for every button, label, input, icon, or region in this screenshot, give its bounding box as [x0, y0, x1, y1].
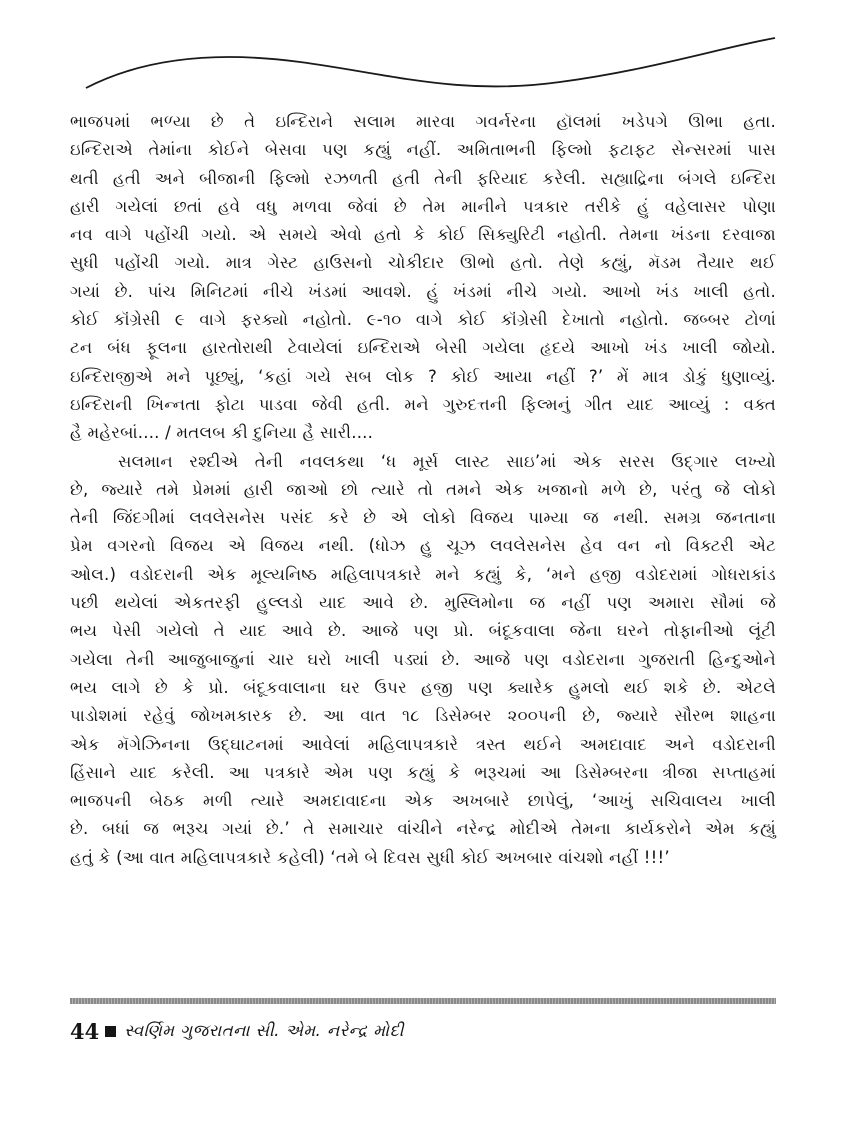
text-line: કોઈ કૉંગ્રેસી ૯ વાગે ફરક્યો નહોતો. ૯-૧૦ વાગે કોઈ કૉંગ્રેસી દેખાતો નહોતો. જબ્બર ટોળાં	[70, 310, 776, 330]
text-line: ભય પેસી ગયેલો તે યાદ આવે છે. આજે પણ પ્રો. બંદૂકવાલા જેના ઘરને તોફાનીઓ લૂંટી	[70, 621, 776, 641]
text-line: છે. બધાં જ ભરૂચ ગયાં છે.’ તે સમાચાર વાંચીને નરેન્દ્ર મોદીએ તેમના કાર્યકરોને એમ કહ્યું	[70, 819, 776, 839]
page-number: 44	[70, 1018, 100, 1044]
text-line: પછી થયેલાં એકતરફી હુલ્લડો યાદ આવે છે. મુસ્લિમોના જ નહીં પણ અમારા સૌમાં જે	[70, 593, 776, 613]
text-line: છે, જ્યારે તમે પ્રેમમાં હારી જાઓ છો ત્યારે તો તમને એક ખજાનો મળે છે, પરંતુ જે લોકો	[70, 479, 776, 499]
footer-rule	[70, 998, 776, 1004]
text-line: ટન બંધ ફૂલના હારતોરાથી ટેવાયેલાં ઇન્દિરાએ બેસી ગયેલા હૃદયે આખો ખંડ ખાલી જોયો.	[70, 338, 776, 358]
text-line: ભય લાગે છે કે પ્રો. બંદૂકવાલાના ઘર ઉપર હજી પણ ક્યારેક હુમલો થઈ શકે છે. એટલે	[70, 677, 776, 697]
text-line: થતી હતી અને બીજાની ફિલ્મો રઝળતી હતી તેની ફરિયાદ કરેલી. સહ્યાદ્રિના બંગલે ઇન્દિરા	[70, 168, 776, 188]
text-line: સલમાન રશ્દીએ તેની નવલકથા ‘ધ મૂર્સ લાસ્ટ સાઇ’માં એક સરસ ઉદ્‌ગાર લખ્યો	[118, 451, 776, 471]
text-line: ઇન્દિરાની ખિન્નતા ફોટા પાડવા જેવી હતી. મને ગુરુદત્તની ફિલ્મનું ગીત યાદ આવ્યું : વક્ત	[70, 394, 776, 414]
text-line: હારી ગયેલાં છતાં હવે વધુ મળવા જેવાં છે તેમ માનીને પત્રકાર તરીકે હું વહેલાસર પોણા	[70, 196, 776, 216]
text-line: હૈ મહેરબાં.... / મતલબ કી દુનિયા હૈ સારી....	[70, 423, 374, 443]
text-line: ઇન્દિરાએ તેમાંના કોઈને બેસવા પણ કહ્યું નહીં. અમિતાભની ફિલ્મો ફટાફટ સેન્સરમાં પાસ	[70, 140, 776, 160]
running-title: સ્વર્ણિમ ગુજરાતના સી. એમ. નરેન્દ્ર મોદી	[124, 1021, 404, 1040]
text-line: એક મૅગેઝિનના ઉદ્‌ઘાટનમાં આવેલાં મહિલાપત્રકારે ત્રસ્ત થઈને અમદાવાદ અને વડોદરાની	[70, 734, 776, 754]
text-line: નવ વાગે પહોંચી ગયો. એ સમયે એવો હતો કે કોઈ સિક્યુરિટી નહોતી. તેમના ખંડના દરવાજા	[70, 225, 776, 245]
text-line: તેની જિંદગીમાં લવલેસનેસ પસંદ કરે છે એ લોકો વિજય પામ્યા જ નથી. સમગ્ર જનતાના	[70, 508, 776, 528]
text-line: પ્રેમ વગરનો વિજય એ વિજય નથી. (ધોઝ હુ ચૂઝ લવલેસનેસ હેવ વન નો વિક્ટરી એટ	[70, 536, 776, 556]
text-line: હિંસાને યાદ કરેલી. આ પત્રકારે એમ પણ કહ્યું કે ભરૂચમાં આ ડિસેમ્બરના ત્રીજા સપ્તાહમાં	[70, 762, 776, 782]
text-line: ઓલ.) વડોદરાની એક મૂલ્યનિષ્ઠ મહિલાપત્રકારે મને કહ્યું કે, ‘મને હજી વડોદરામાં ગોધરાકાંડ	[70, 564, 776, 584]
text-line: સુધી પહોંચી ગયો. માત્ર ગેસ્ટ હાઉસનો ચોકીદાર ઊભો હતો. તેણે કહ્યું, મૅડમ તૈયાર થઈ	[70, 253, 776, 273]
text-line: પાડોશમાં રહેવું જોખમકારક છે. આ વાત ૧૮ ડિસેમ્બર ૨૦૦૫ની છે, જ્યારે સૌરભ શાહના	[70, 706, 776, 726]
text-line: હતું કે (આ વાત મહિલાપત્રકારે કહેલી) ‘તમે બે દિવસ સુધી કોઈ અખબાર વાંચશો નહીં !!!’	[70, 847, 670, 867]
text-line: ઇન્દિરાજીએ મને પૂછ્યું, ‘કહાં ગયે સબ લોક ? કોઈ આયા નહીં ?’ મેં માત્ર ડોકું ધુણાવ્યું.	[70, 366, 776, 386]
square-bullet-icon	[105, 1026, 116, 1037]
text-line: ગયાં છે. પાંચ મિનિટમાં નીચે ખંડમાં આવશે. હું ખંડમાં નીચે ગયો. આખો ખંડ ખાલી હતો.	[70, 281, 776, 301]
text-line: ભાજપની બેઠક મળી ત્યારે અમદાવાદના એક અખબારે છાપેલું, ‘આખું સચિવાલય ખાલી	[70, 791, 776, 811]
page-footer	[70, 1016, 404, 1046]
paragraph	[70, 448, 776, 872]
text-line: ભાજપમાં ભળ્યા છે તે ઇન્દિરાને સલામ મારવા ગવર્નરના હૉલમાં ખડેપગે ઊભા હતા.	[70, 112, 776, 131]
text-line: ગયેલા તેની આજુબાજુનાં ચાર ઘરો ખાલી પડ્યાં છે. આજે પણ વડોદરાના ગુજરાતી હિન્દુઓને	[70, 649, 776, 669]
body-text	[70, 108, 776, 872]
paragraph	[70, 108, 776, 448]
header-wave-ornament	[0, 0, 859, 110]
